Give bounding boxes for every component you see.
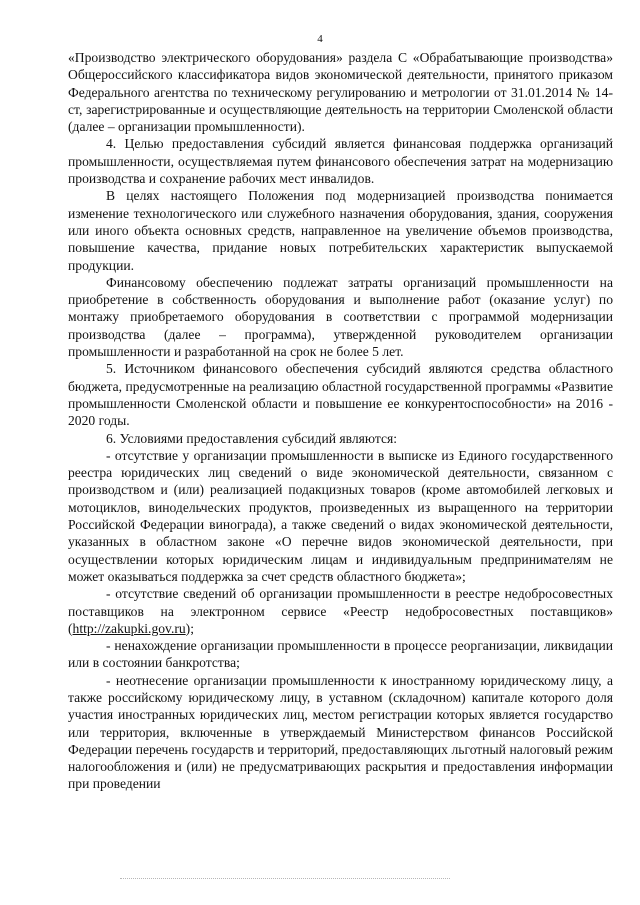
condition-unfair-suppliers-text: - отсутствие сведений об организации промышленности в реестре недобросовестных поставщиков на электронном сервисе «Реестр недобросовестных поставщиков» ( [68,586,613,636]
paragraph-modernization-definition: В целях настоящего Положения под модернизацией производства понимается изменение технологического или служебного назначения оборудования, здания, сооружения или иного объекта основных средств, направленное на увеличение объемов производства, повышение качества, придание новых потребительских характеристик выпускаемой продукции. [68,188,613,273]
footer-divider [120,878,450,879]
condition-unfair-suppliers [68,585,613,637]
document-body [68,49,613,793]
condition-excise-goods: - отсутствие у организации промышленности в выписке из Единого государственного реестра юридических лиц сведений о виде экономической деятельности, связанном с производством и (или) реализацией подакцизных товаров (кроме автомобилей легковых и мотоциклов, винодельческих продуктов, произведенных из выращенного на территории Российской Федерации винограда), а также сведений о видах экономической деятельности, указанных в областном законе «О перечне видов экономической деятельности, при осуществлении которых юридическим лицам и индивидуальным предпринимателям не может оказываться поддержка за счет средств областного бюджета»; [68,447,613,584]
page-number: 4 [317,33,323,45]
paragraph-activity-scope: «Производство электрического оборудования» раздела С «Обрабатывающие производства» Общероссийского классификатора видов экономической деятельности, принятого приказом Федерального агентства по техническому регулированию и метрологии от 31.01.2014 № 14-ст, зарегистрированные и осуществляющие деятельность на территории Смоленской области (далее – организации промышленности). [68,50,613,135]
zakupki-link[interactable]: http://zakupki.gov.ru [72,620,186,636]
condition-no-bankruptcy: - ненахождение организации промышленности в процессе реорганизации, ликвидации или в состоянии банкротства; [68,638,613,671]
paragraph-financed-costs: Финансовому обеспечению подлежат затраты организаций промышленности на приобретение в собственность оборудования и выполнение работ (оказание услуг) по монтажу приобретаемого оборудования в соответствии с программой модернизации производства (далее – программа), утвержденной руководителем организации промышленности и разработанной на срок не более 5 лет. [68,274,613,360]
paragraph-conditions-heading: 6. Условиями предоставления субсидий являются: [106,430,398,446]
condition-unfair-suppliers-end: ); [185,620,194,636]
paragraph-funding-source: 5. Источником финансового обеспечения субсидий являются средства областного бюджета, предусмотренные на реализацию областной государственной программы «Развитие промышленности Смоленской области и повышение ее конкурентоспособности» на 2016 - 2020 годы. [68,361,613,429]
paragraph-subsidy-goal: 4. Целью предоставления субсидий является финансовая поддержка организаций промышленности, осуществляемая путем финансового обеспечения затрат на модернизацию производства и сохранение рабочих мест инвалидов. [68,136,613,187]
condition-not-foreign-entity: - неотнесение организации промышленности к иностранному юридическому лицу, а также российскому юридическому лицу, в уставном (складочном) капитале которого доля участия иностранных юридических лиц, местом регистрации которых является государство или территория, включенные в утверждаемый Министерством финансов Российской Федерации перечень государств и территорий, предоставляющих льготный налоговый режим налогообложения и (или) не предусматривающих раскрытия и предоставления информации при проведении [68,672,613,792]
